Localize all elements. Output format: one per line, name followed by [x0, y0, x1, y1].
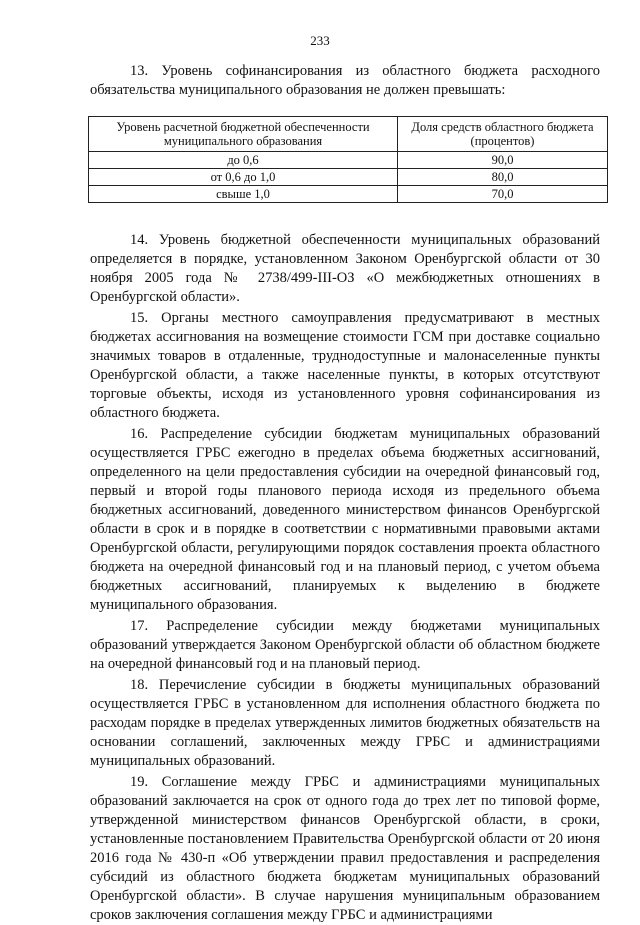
cofinancing-table	[88, 116, 608, 203]
paragraph-17: 17. Распределение субсидии между бюджетами муниципальных образований утверждается Законом Оренбургской области об областном бюджете на очередной финансовый год и на плановый период.	[90, 618, 600, 672]
table-cell-share: 90,0	[398, 152, 608, 169]
paragraph-13: 13. Уровень софинансирования из областного бюджета расходного обязательства муниципального образования не должен превышать:	[90, 63, 600, 98]
table-row	[89, 169, 608, 186]
table-cell-share: 80,0	[398, 169, 608, 186]
paragraph-18: 18. Перечисление субсидии в бюджеты муниципальных образований осуществляется ГРБС в установленном для исполнения областного бюджета по расходам порядке в пределах утвержденных лимитов бюджетных обязательств на основании соглашений, заключенных между ГРБС и администрациями муниципальных образований.	[90, 677, 600, 769]
table-header-level: Уровень расчетной бюджетной обеспеченности муниципального образования	[89, 117, 398, 152]
table-header-share: Доля средств областного бюджета (процентов)	[398, 117, 608, 152]
document-body	[90, 62, 600, 925]
table-cell-level: до 0,6	[89, 152, 398, 169]
table-row	[89, 152, 608, 169]
table-header-row	[89, 117, 608, 152]
paragraph-14: 14. Уровень бюджетной обеспеченности муниципальных образований определяется в порядке, установленном Законом Оренбургской области от 30 ноября 2005 года № 2738/499-III-ОЗ «О межбюджетных отношениях в Оренбургской области».	[90, 232, 600, 305]
table-row	[89, 186, 608, 203]
table-cell-level: свыше 1,0	[89, 186, 398, 203]
paragraph-19: 19. Соглашение между ГРБС и администрациями муниципальных образований заключается на срок от одного года до трех лет по типовой форме, утвержденной министерством финансов Оренбургской области, в сроки, установленные постановлением Правительства Оренбургской области от 20 июня 2016 года № 430-п «Об утверждении правил предоставления и распределения субсидий из областного бюджета бюджетам муниципальных образований Оренбургской области». В случае нарушения муниципальным образованием сроков заключения соглашения между ГРБС и администрациями	[90, 774, 600, 923]
table-cell-level: от 0,6 до 1,0	[89, 169, 398, 186]
table-cell-share: 70,0	[398, 186, 608, 203]
page-number: 233	[310, 33, 330, 48]
paragraph-15: 15. Органы местного самоуправления предусматривают в местных бюджетах ассигнования на возмещение стоимости ГСМ при доставке социально значимых товаров в отдаленные, труднодоступные и малонаселенные пункты Оренбургской области, а также населенные пункты, в которых отсутствуют торговые объекты, исходя из установленного уровня софинансирования из областного бюджета.	[90, 310, 600, 421]
paragraph-16: 16. Распределение субсидии бюджетам муниципальных образований осуществляется ГРБС ежегодно в пределах объема бюджетных ассигнований, определенного на цели предоставления субсидии на очередной финансовый год, первый и второй годы планового периода исходя из предельного объема бюджетных ассигнований, доведенного министерством финансов Оренбургской области в срок и в порядке в соответствии с нормативными правовыми актами Оренбургской области, регулирующими порядок составления проекта областного бюджета на очередной финансовый год и на плановый период, с учетом объема бюджетных ассигнований, планируемых к выделению в бюджете муниципального образования.	[90, 426, 600, 613]
